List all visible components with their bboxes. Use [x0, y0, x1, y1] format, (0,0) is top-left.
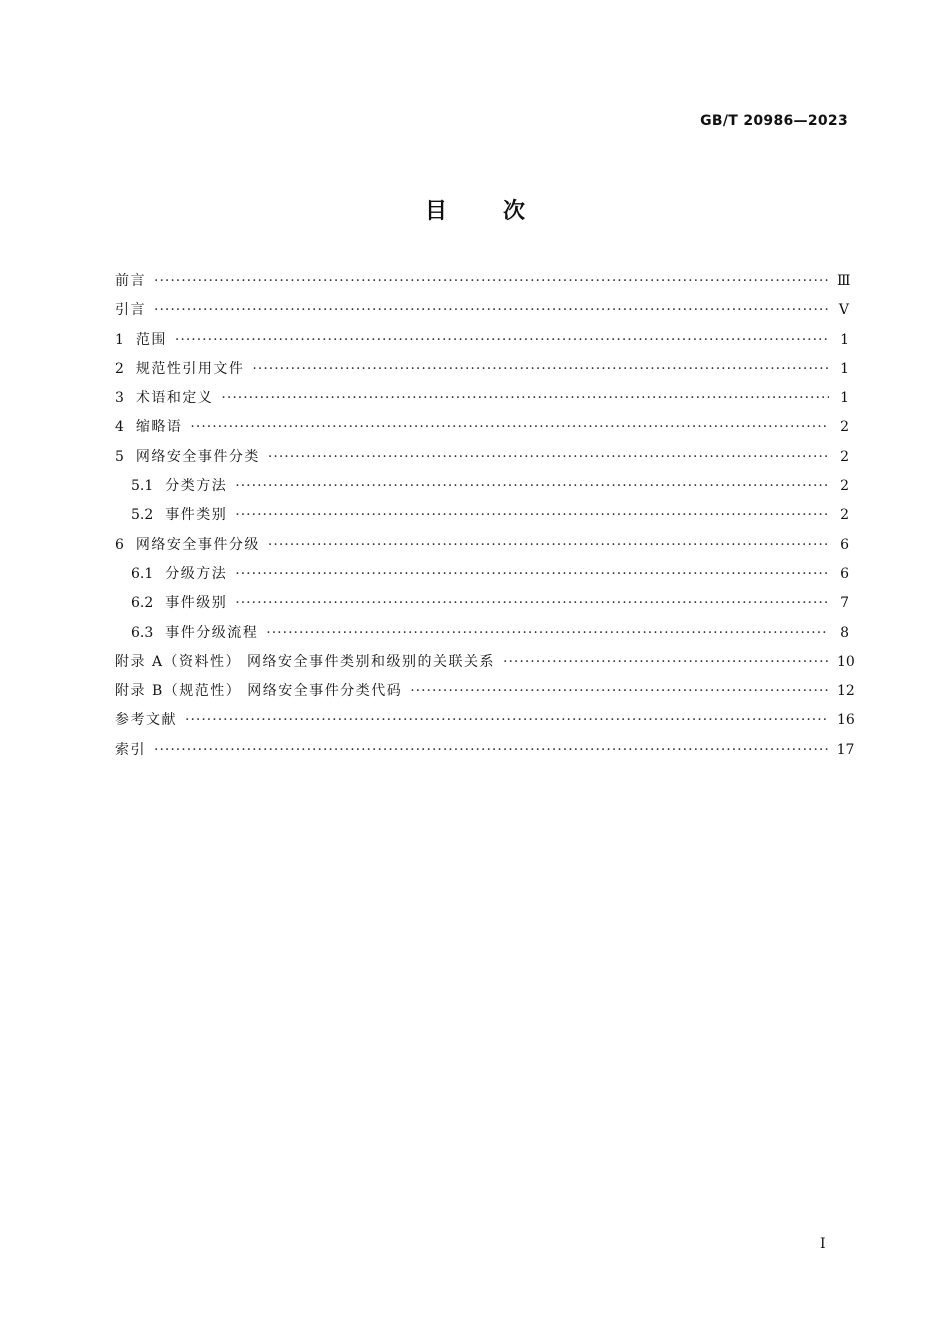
- toc-entry-page: 2: [840, 478, 849, 495]
- toc-entry[interactable]: [115, 270, 849, 299]
- toc-entry-page: 17: [836, 741, 855, 758]
- dot-leader: [410, 683, 829, 699]
- table-of-contents: [115, 270, 855, 768]
- toc-entry-page: 16: [837, 712, 855, 729]
- toc-entry-number: 3: [115, 390, 124, 407]
- toc-entry[interactable]: [115, 358, 849, 387]
- dot-leader: [154, 273, 829, 289]
- toc-entry-label: 事件类别: [165, 507, 228, 524]
- dot-leader: [154, 302, 829, 318]
- dot-leader: [252, 361, 829, 377]
- toc-entry-page: 6: [840, 565, 849, 582]
- toc-entry-label: 分类方法: [165, 478, 228, 495]
- toc-subentry[interactable]: [115, 563, 849, 592]
- toc-entry-page: 7: [840, 595, 849, 612]
- toc-entry[interactable]: [115, 709, 855, 738]
- toc-entry-number: 5: [115, 448, 124, 465]
- toc-entry-number: 6.2: [131, 595, 154, 612]
- toc-entry-number: 6: [115, 536, 124, 553]
- toc-subentry[interactable]: [115, 592, 849, 621]
- toc-entry-page: 1: [840, 360, 849, 377]
- standard-number: GB/T 20986—2023: [700, 113, 848, 129]
- toc-entry[interactable]: [115, 651, 855, 680]
- dot-leader: [235, 507, 829, 523]
- toc-subentry[interactable]: [115, 622, 849, 651]
- dot-leader: [185, 712, 829, 728]
- toc-entry-page: 1: [840, 331, 849, 348]
- toc-entry-label: 前言: [115, 273, 146, 289]
- page-number: Ⅰ: [820, 1236, 826, 1252]
- toc-entry-page: 8: [840, 624, 849, 641]
- toc-entry-label: 参考文献: [115, 712, 177, 729]
- toc-entry-label: 分级方法: [165, 565, 228, 582]
- toc-entry-label: 网络安全事件分级: [135, 536, 260, 553]
- toc-entry[interactable]: [115, 534, 849, 563]
- dot-leader: [221, 390, 829, 406]
- toc-entry[interactable]: [115, 416, 849, 445]
- dot-leader: [235, 478, 829, 494]
- toc-entry-number: 6.1: [131, 565, 154, 582]
- toc-entry-label: 索引: [115, 741, 146, 758]
- toc-entry[interactable]: [115, 739, 855, 768]
- toc-entry-page: 2: [840, 507, 849, 524]
- dot-leader: [190, 419, 829, 435]
- dot-leader: [154, 742, 829, 758]
- toc-entry-label: 范围: [135, 331, 167, 348]
- toc-entry-label: 附录 A（资料性） 网络安全事件类别和级别的关联关系: [115, 653, 496, 670]
- toc-entry-page: 6: [840, 536, 849, 553]
- toc-entry-number: 1: [115, 331, 124, 348]
- toc-entry-number: 6.3: [131, 624, 154, 641]
- toc-entry-page: Ⅴ: [838, 302, 849, 319]
- toc-entry-label: 事件分级流程: [165, 624, 259, 641]
- toc-entry-page: Ⅲ: [837, 273, 851, 289]
- toc-entry-page: 2: [840, 448, 849, 465]
- toc-entry-label: 网络安全事件分类: [135, 448, 260, 465]
- toc-entry-label: 缩略语: [135, 419, 183, 436]
- toc-entry-page: 10: [837, 653, 855, 670]
- dot-leader: [268, 537, 829, 553]
- toc-entry-number: 2: [115, 360, 124, 377]
- toc-entry[interactable]: [115, 680, 855, 709]
- dot-leader: [175, 332, 829, 348]
- toc-entry[interactable]: [115, 329, 849, 358]
- page-title: 目次: [424, 199, 581, 224]
- dot-leader: [268, 449, 829, 465]
- dot-leader: [266, 625, 829, 641]
- toc-entry[interactable]: [115, 387, 849, 416]
- dot-leader: [235, 595, 829, 611]
- toc-subentry[interactable]: [115, 475, 849, 504]
- toc-entry-label: 规范性引用文件: [135, 360, 245, 377]
- toc-entry-label: 附录 B（规范性） 网络安全事件分类代码: [115, 683, 403, 700]
- toc-entry-label: 术语和定义: [135, 390, 214, 407]
- toc-subentry[interactable]: [115, 504, 849, 533]
- toc-entry[interactable]: [115, 446, 849, 475]
- toc-entry-number: 4: [115, 419, 124, 436]
- toc-entry-number: 5.1: [131, 478, 154, 495]
- toc-entry[interactable]: [115, 299, 849, 328]
- toc-entry-label: 引言: [115, 302, 146, 319]
- toc-entry-label: 事件级别: [165, 595, 228, 612]
- toc-entry-page: 2: [840, 419, 849, 436]
- toc-entry-number: 5.2: [131, 507, 154, 524]
- dot-leader: [235, 566, 829, 582]
- dot-leader: [503, 654, 829, 670]
- toc-entry-page: 12: [837, 683, 855, 700]
- toc-entry-page: 1: [840, 390, 849, 407]
